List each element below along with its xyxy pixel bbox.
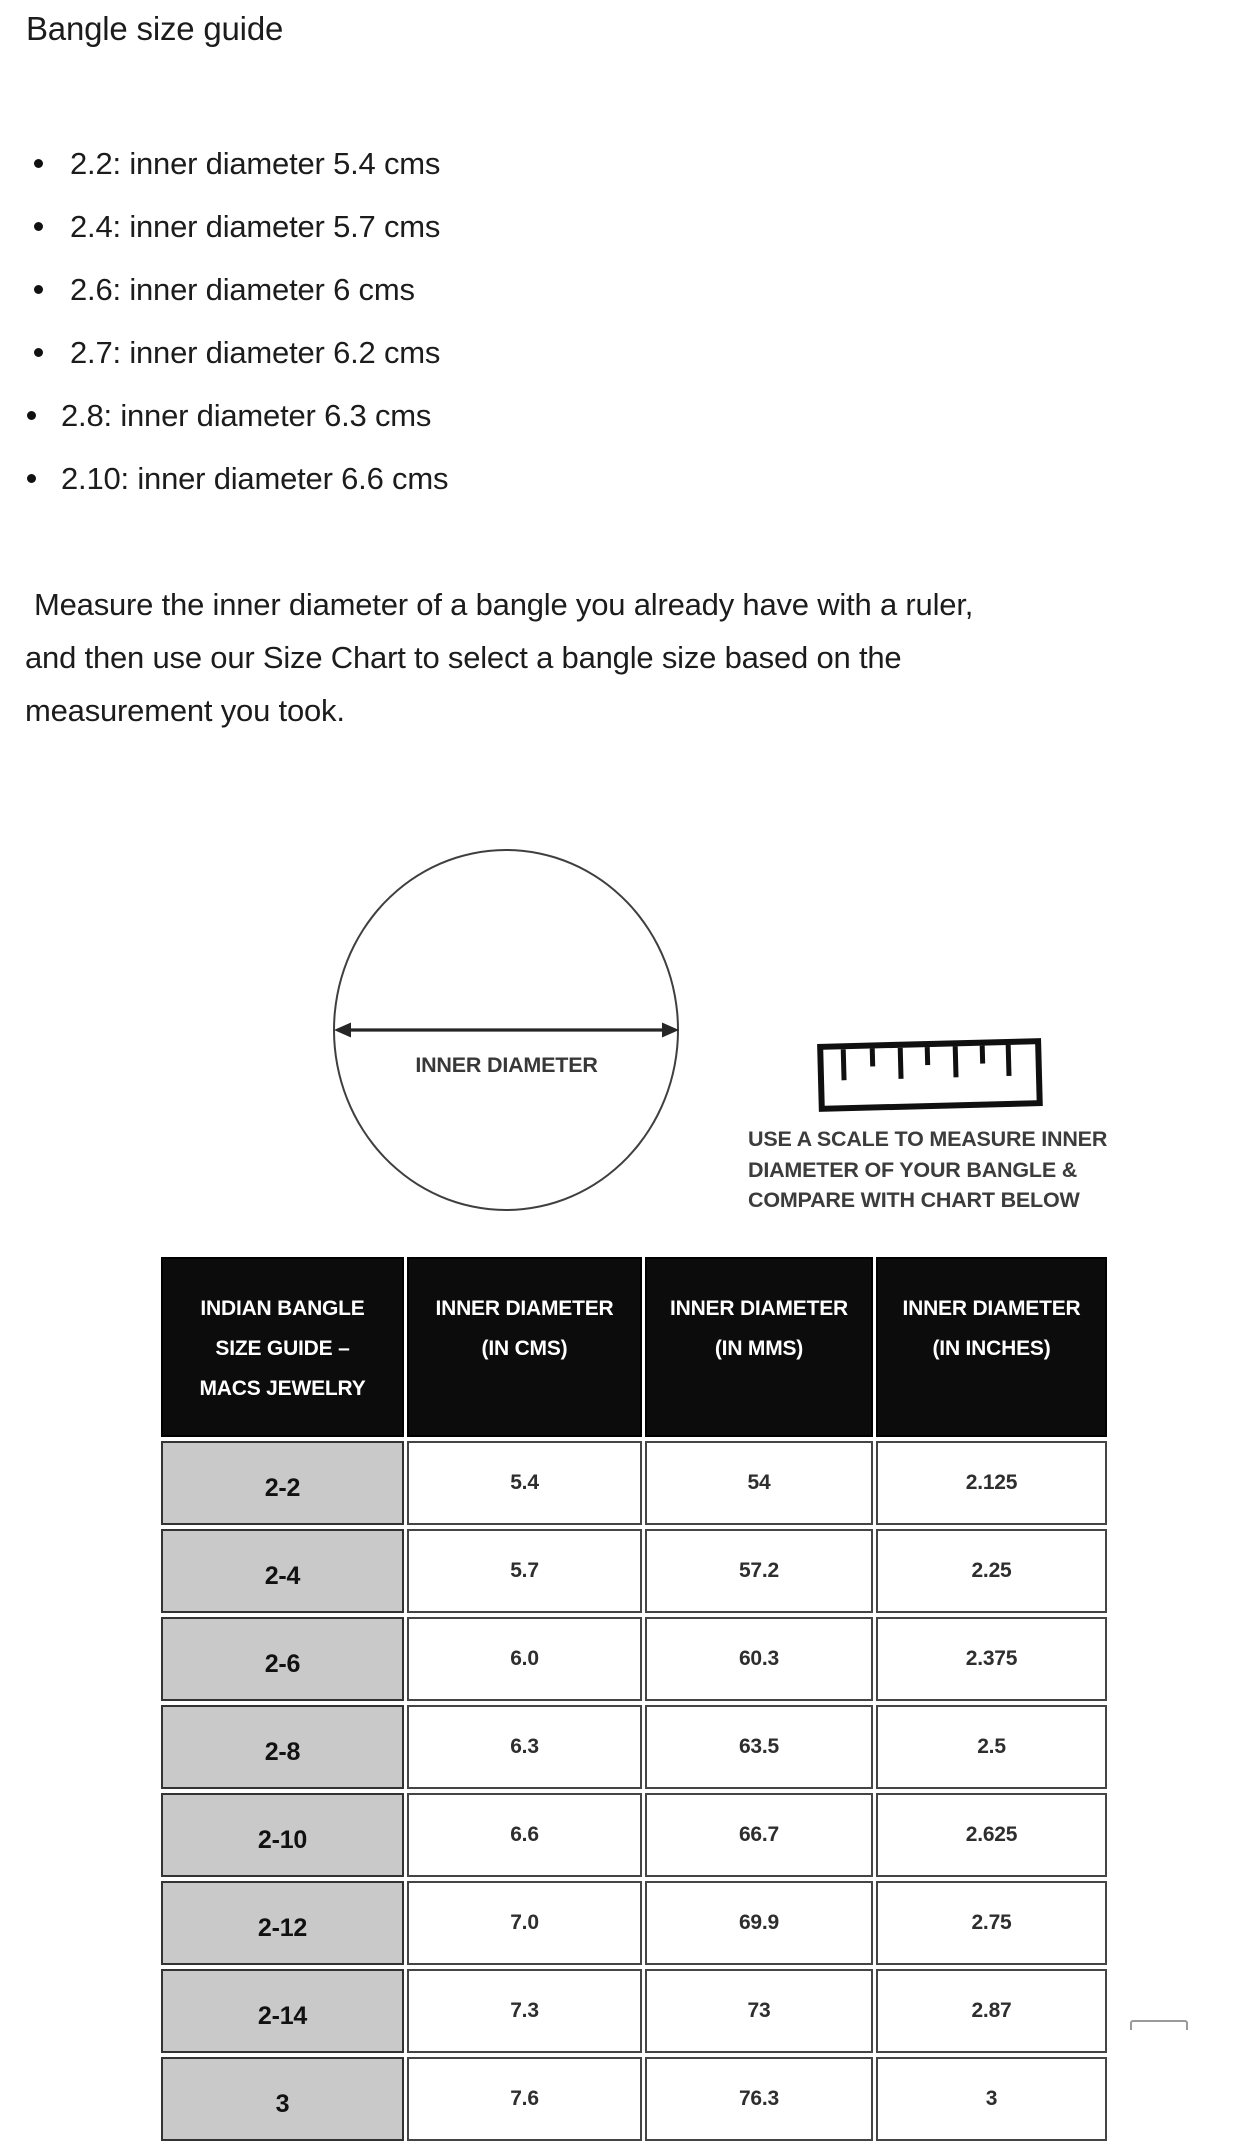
size-cell: 2-8 — [161, 1705, 404, 1789]
page-title: Bangle size guide — [26, 10, 283, 48]
table-row — [161, 1969, 1107, 2053]
list-item-text: 2.2: inner diameter 5.4 cms — [70, 146, 440, 182]
table-row — [161, 1441, 1107, 1525]
size-cell: 2-14 — [161, 1969, 404, 2053]
size-cell: 3 — [161, 2057, 404, 2141]
size-cell: 2-12 — [161, 1881, 404, 1965]
size-chart-table — [158, 1253, 1110, 2145]
cms-cell: 6.3 — [407, 1705, 642, 1789]
inches-cell: 2.375 — [876, 1617, 1107, 1701]
table-row — [161, 2057, 1107, 2141]
ruler-icon — [816, 1037, 1044, 1117]
table-row — [161, 1617, 1107, 1701]
ruler-caption-line: USE A SCALE TO MEASURE INNER — [748, 1124, 1107, 1155]
mms-cell: 69.9 — [645, 1881, 873, 1965]
bullet-dot-icon — [34, 348, 43, 357]
cms-cell: 6.6 — [407, 1793, 642, 1877]
cms-cell: 5.7 — [407, 1529, 642, 1613]
cms-cell: 5.4 — [407, 1441, 642, 1525]
table-row — [161, 1793, 1107, 1877]
cms-cell: 7.0 — [407, 1881, 642, 1965]
header-indian-bangle-size: INDIAN BANGLE SIZE GUIDE – MACS JEWELRY — [161, 1257, 404, 1437]
table-row — [161, 1529, 1107, 1613]
cms-cell: 6.0 — [407, 1617, 642, 1701]
table-header-row — [161, 1257, 1107, 1437]
inches-cell: 2.75 — [876, 1881, 1107, 1965]
list-item — [25, 258, 448, 321]
list-item-text: 2.4: inner diameter 5.7 cms — [70, 209, 440, 245]
list-item-text: 2.7: inner diameter 6.2 cms — [70, 335, 440, 371]
mms-cell: 76.3 — [645, 2057, 873, 2141]
size-cell: 2-10 — [161, 1793, 404, 1877]
inches-cell: 2.5 — [876, 1705, 1107, 1789]
mms-cell: 63.5 — [645, 1705, 873, 1789]
inches-cell: 3 — [876, 2057, 1107, 2141]
list-item — [25, 321, 448, 384]
size-cell: 2-2 — [161, 1441, 404, 1525]
cms-cell: 7.3 — [407, 1969, 642, 2053]
header-inner-diameter-inches: INNER DIAMETER (IN INCHES) — [876, 1257, 1107, 1437]
list-item — [25, 132, 448, 195]
inner-diameter-arrow-icon — [334, 1019, 679, 1041]
table-row — [161, 1705, 1107, 1789]
ruler-caption — [748, 1124, 1107, 1216]
list-item-text: 2.6: inner diameter 6 cms — [70, 272, 415, 308]
inches-cell: 2.87 — [876, 1969, 1107, 2053]
mms-cell: 73 — [645, 1969, 873, 2053]
bullet-dot-icon — [27, 474, 36, 483]
inches-cell: 2.125 — [876, 1441, 1107, 1525]
size-bullet-list — [25, 132, 448, 510]
bullet-dot-icon — [34, 159, 43, 168]
ruler-caption-line: COMPARE WITH CHART BELOW — [748, 1185, 1107, 1216]
cutoff-element — [1130, 2020, 1188, 2030]
list-item — [25, 447, 448, 510]
mms-cell: 57.2 — [645, 1529, 873, 1613]
mms-cell: 54 — [645, 1441, 873, 1525]
table-row — [161, 1881, 1107, 1965]
measure-instructions-paragraph: Measure the inner diameter of a bangle you already have with a ruler, and then use our Size Chart to select a bangle size based on the measurement you took. — [25, 578, 975, 737]
header-inner-diameter-mms: INNER DIAMETER (IN MMS) — [645, 1257, 873, 1437]
list-item-text: 2.10: inner diameter 6.6 cms — [61, 461, 448, 497]
list-item-text: 2.8: inner diameter 6.3 cms — [61, 398, 431, 434]
bullet-dot-icon — [27, 411, 36, 420]
inches-cell: 2.625 — [876, 1793, 1107, 1877]
bullet-dot-icon — [34, 285, 43, 294]
inner-diameter-label: INNER DIAMETER — [334, 1053, 679, 1078]
inches-cell: 2.25 — [876, 1529, 1107, 1613]
cms-cell: 7.6 — [407, 2057, 642, 2141]
mms-cell: 66.7 — [645, 1793, 873, 1877]
list-item — [25, 384, 448, 447]
bullet-dot-icon — [34, 222, 43, 231]
size-cell: 2-6 — [161, 1617, 404, 1701]
size-cell: 2-4 — [161, 1529, 404, 1613]
ruler-caption-line: DIAMETER OF YOUR BANGLE & — [748, 1155, 1107, 1186]
header-inner-diameter-cms: INNER DIAMETER (IN CMS) — [407, 1257, 642, 1437]
mms-cell: 60.3 — [645, 1617, 873, 1701]
list-item — [25, 195, 448, 258]
